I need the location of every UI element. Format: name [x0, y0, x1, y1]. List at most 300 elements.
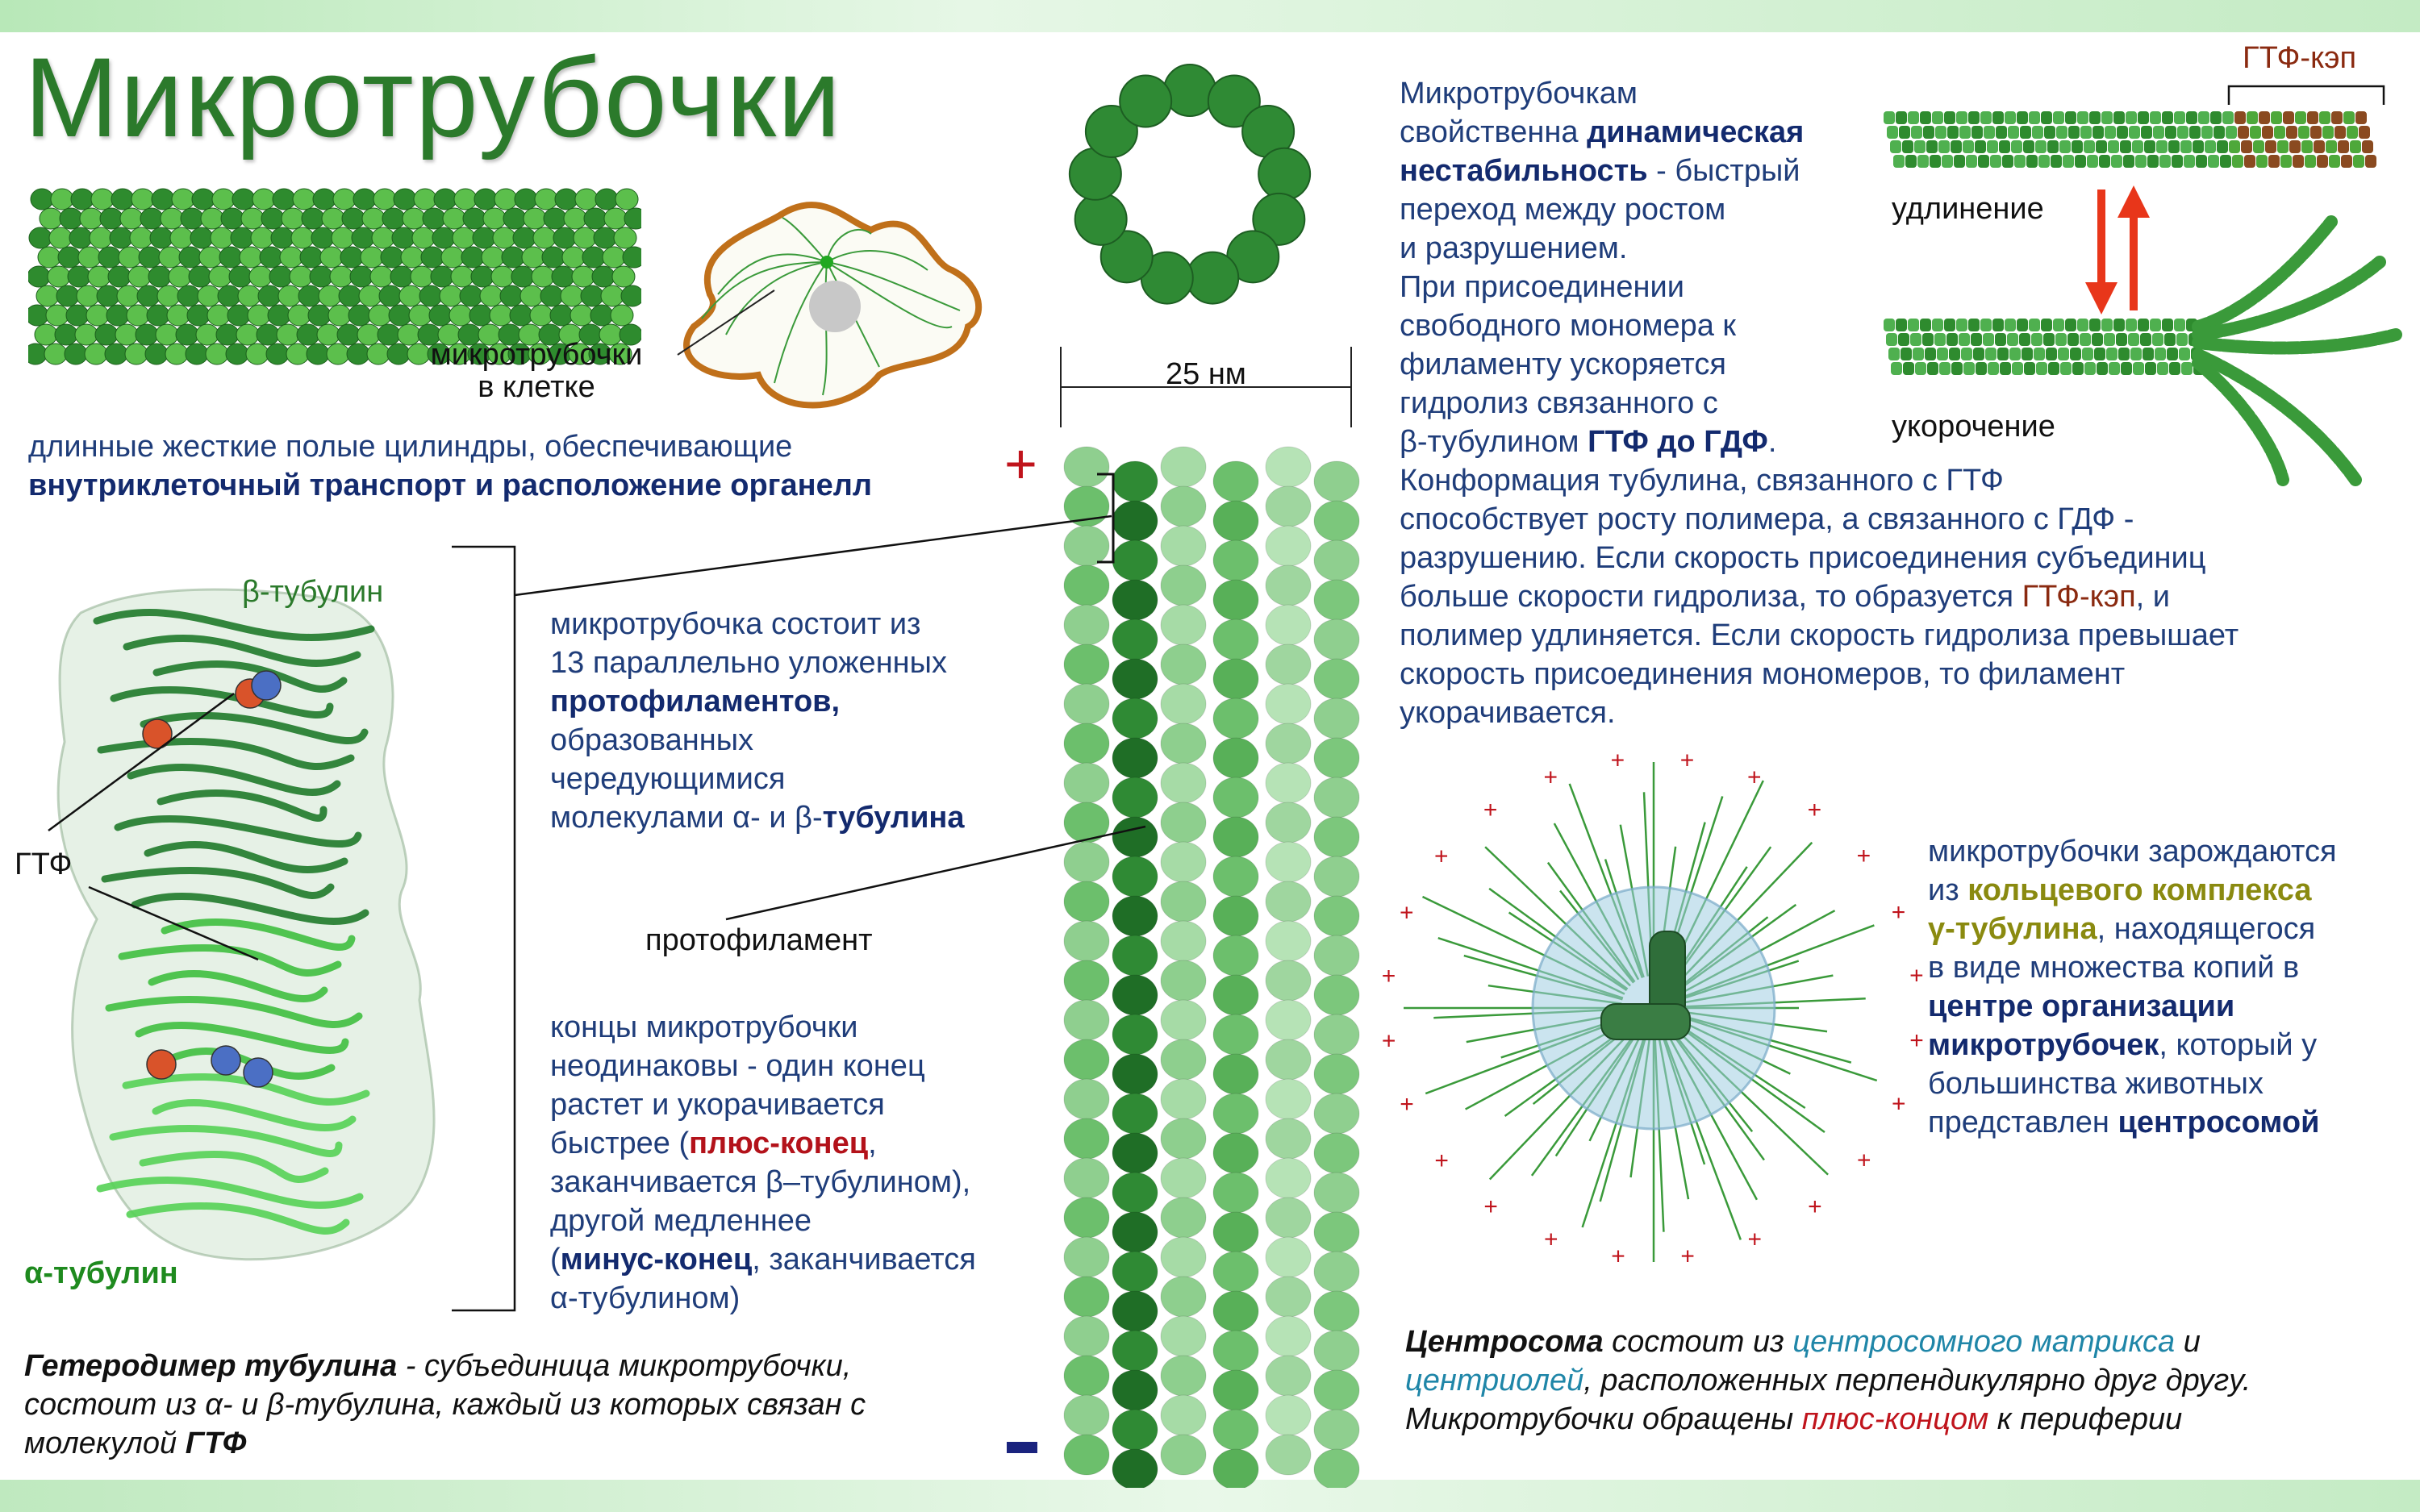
tubulin-subunit: [2099, 155, 2110, 168]
text-run: кольцевого комплекса: [1967, 873, 2312, 907]
tubulin-subunit: [2034, 348, 2045, 360]
dyn-line: разрушению. Если скорость присоединения субъединиц: [1400, 541, 2206, 575]
tubulin-subunit: [2053, 111, 2064, 124]
plus-end-mark: +: [1808, 1193, 1822, 1220]
tubulin-subunit: [2106, 348, 2118, 360]
tubulin-subunit: [2053, 319, 2064, 331]
tubulin-subunit: [2031, 333, 2042, 346]
tubulin-subunit: [1999, 140, 2010, 153]
text-run: плюс-концом: [1801, 1402, 1989, 1436]
tubulin-subunit: [2058, 348, 2069, 360]
tubulin-subunit: [1992, 111, 2004, 124]
text-run: ГТФ-кэп: [2022, 580, 2136, 614]
tubulin-subunit: [1896, 111, 1907, 124]
text-run: .: [1767, 425, 1777, 459]
tubulin-subunit: [1902, 140, 1913, 153]
beta-tubulin-label: β-тубулин: [242, 575, 384, 609]
tubulin-subunit: [2108, 140, 2119, 153]
tubulin-subunit: [2241, 140, 2252, 153]
tubulin-subunit: [1980, 111, 1992, 124]
text-run: состоит из: [1603, 1325, 1793, 1359]
structure-line: чередующимися: [550, 762, 786, 796]
text-run: к периферии: [1988, 1402, 2183, 1436]
plus-end-mark: +: [1807, 796, 1822, 823]
tubulin-subunit: [2051, 155, 2062, 168]
peeling-protofilament: [2198, 222, 2331, 327]
tubulin-subunit: [1905, 155, 1917, 168]
tubulin-subunit: [2068, 126, 2080, 139]
text-run: нестабильность: [1400, 154, 1648, 188]
tubulin-subunit: [2150, 319, 2161, 331]
centrosome-line: [1405, 1400, 2405, 1439]
tubulin-subunit: [2220, 155, 2231, 168]
tubulin-subunit: [2089, 111, 2101, 124]
tubulin-subunit: [2347, 126, 2358, 139]
tubulin-subunit: [2060, 362, 2072, 375]
tubulin-subunit: [2118, 348, 2130, 360]
tubulin-subunit: [2286, 126, 2297, 139]
tubulin-subunit: [1898, 333, 1909, 346]
plus-end-mark: +: [1400, 899, 1414, 927]
ends-line: концы микротрубочки: [550, 1010, 858, 1044]
tubulin-subunit: [2355, 111, 2367, 124]
mtoc-line: микротрубочки зарождаются: [1928, 835, 2337, 868]
tubulin-subunit: [2007, 333, 2018, 346]
tubulin-subunit: [2326, 140, 2337, 153]
shortening-microtubule: [1880, 214, 2404, 488]
text-run: молекулами α- и β-: [550, 801, 823, 835]
text-run: Гетеродимер тубулина: [24, 1349, 398, 1383]
heterodimer-text: [24, 1347, 1024, 1463]
tubulin-subunit: [2210, 111, 2222, 124]
structure-text: [550, 605, 1050, 837]
tubulin-subunit: [2048, 362, 2059, 375]
mtoc-line: [1928, 910, 2412, 948]
tubulin-subunit: [1938, 140, 1950, 153]
tubulin-subunit: [2041, 319, 2052, 331]
tubulin-subunit: [1961, 348, 1972, 360]
tubulin-subunit: [1932, 319, 1943, 331]
plus-end-mark: +: [1434, 1147, 1449, 1174]
text-run: , расположенных перпендикулярно друг другу.: [1583, 1364, 2251, 1397]
tubulin-subunit: [1951, 362, 1963, 375]
tubulin-subunit: [2101, 111, 2113, 124]
tubulin-subunit: [1997, 348, 2009, 360]
tubulin-subunit: [1893, 155, 1905, 168]
text-run: тубулина: [822, 801, 965, 835]
tubulin-subunit: [2017, 319, 2028, 331]
tubulin-subunit: [1925, 348, 1936, 360]
text-run: представлен: [1928, 1106, 2118, 1139]
tubulin-subunit: [2043, 333, 2055, 346]
tubulin-subunit: [2105, 126, 2116, 139]
protofilament-label: протофиламент: [645, 923, 873, 957]
tubulin-subunit: [2000, 362, 2011, 375]
tubulin-subunit: [2293, 155, 2304, 168]
tubulin-subunit: [2133, 362, 2144, 375]
tubulin-subunit: [2172, 155, 2183, 168]
tubulin-subunit: [2274, 126, 2285, 139]
text-run: Центросома: [1405, 1325, 1604, 1359]
tubulin-subunit: [2317, 155, 2328, 168]
tubulin-subunit: [2109, 362, 2120, 375]
tubulin-subunit: [2177, 126, 2188, 139]
tubulin-subunit: [1976, 362, 1987, 375]
tubulin-subunit: [1926, 140, 1938, 153]
structure-line: образованных: [550, 723, 754, 757]
tubulin-subunit: [1913, 348, 1924, 360]
tubulin-subunit: [2104, 333, 2115, 346]
tubulin-subunit: [2029, 319, 2040, 331]
dyn-line: свободного мономера к: [1400, 309, 1737, 343]
tubulin-subunit: [2181, 362, 2193, 375]
tubulin-subunit: [1903, 362, 1914, 375]
tubulin-subunit: [2084, 140, 2095, 153]
tubulin-subunit: [1951, 140, 1962, 153]
tubulin-subunit: [1954, 155, 1965, 168]
tubulin-subunit: [2026, 155, 2038, 168]
ends-line: неодинаковы - один конец: [550, 1049, 925, 1083]
text-run: больше скорости гидролиза, то образуется: [1400, 580, 2022, 614]
tubulin-subunit: [1968, 319, 1980, 331]
tubulin-subunit: [2144, 140, 2155, 153]
centrosome-line: [1405, 1322, 2405, 1361]
tubulin-subunit: [2084, 362, 2096, 375]
plus-end-label: +: [1004, 432, 1037, 495]
tubulin-subunit: [2155, 348, 2166, 360]
dyn-line: [1400, 577, 2408, 616]
tubulin-subunit: [1891, 362, 1902, 375]
structure-line: протофиламентов,: [550, 685, 841, 719]
plus-end-mark: +: [1679, 747, 1695, 774]
tubulin-subunit: [2022, 348, 2033, 360]
tubulin-subunit: [2024, 362, 2035, 375]
text-run: микротрубочек: [1928, 1028, 2159, 1062]
tubulin-subunit: [2213, 126, 2225, 139]
tubulin-subunit: [1896, 319, 1907, 331]
tubulin-subunit: [2176, 333, 2188, 346]
tubulin-subunit: [2365, 155, 2376, 168]
tubulin-subunit: [1992, 319, 2004, 331]
text-run: ГТФ: [185, 1427, 247, 1460]
mtoc-line: в виде множества копий в: [1928, 951, 2300, 985]
tubulin-subunit: [2120, 140, 2131, 153]
text-run: центросомой: [2118, 1106, 2320, 1139]
text-run: , который у: [2159, 1028, 2318, 1062]
tubulin-subunit: [2334, 126, 2346, 139]
tubulin-subunit: [2129, 126, 2140, 139]
gtp-cap-label: ГТФ-кэп: [2243, 41, 2357, 75]
dyn-line: Конформация тубулина, связанного с ГТФ: [1400, 464, 2004, 498]
alpha-tubulin-label: α-тубулин: [24, 1256, 178, 1290]
tubulin-subunit: [1901, 348, 1912, 360]
tubulin-subunit: [2121, 362, 2132, 375]
tubulin-subunit: [2041, 111, 2052, 124]
tubulin-subunit: [2005, 319, 2016, 331]
tubulin-subunit: [2080, 333, 2091, 346]
tubulin-subunit: [1963, 140, 1974, 153]
text-run: свойственна: [1400, 115, 1588, 149]
tubulin-subunit: [2277, 140, 2289, 153]
tubulin-subunit: [2047, 140, 2059, 153]
plus-end-mark: +: [1434, 843, 1449, 870]
text-run: , находящегося: [2097, 912, 2316, 946]
tubulin-subunit: [2094, 348, 2105, 360]
tubulin-subunit: [2097, 362, 2108, 375]
text-run: , и: [2135, 580, 2171, 614]
tubulin-subunit: [2055, 333, 2067, 346]
tubulin-subunit: [2011, 140, 2022, 153]
tubulin-subunit: [2244, 155, 2255, 168]
tubulin-subunit: [2123, 155, 2134, 168]
tubulin-subunit: [2164, 333, 2176, 346]
tubulin-subunit: [2080, 126, 2092, 139]
tubulin-subunit: [2262, 126, 2273, 139]
peeling-protofilament: [2198, 335, 2396, 348]
tubulin-subunit: [2046, 348, 2057, 360]
tubulin-subunit: [2153, 126, 2164, 139]
tubulin-subunit: [2150, 111, 2161, 124]
tubulin-subunit: [2092, 333, 2103, 346]
tubulin-subunit: [2008, 126, 2019, 139]
shortening-label: укорочение: [1892, 410, 2055, 444]
plus-end-mark: +: [1483, 797, 1498, 824]
tubulin-subunit: [2189, 126, 2201, 139]
structure-line: [550, 798, 1050, 837]
tubulin-subunit: [2247, 111, 2258, 124]
tubulin-subunit: [2138, 111, 2149, 124]
mtoc-line: [1928, 1026, 2412, 1064]
tubulin-subunit: [2143, 348, 2154, 360]
tubulin-subunit: [1956, 111, 1967, 124]
tubulin-subunit: [2167, 348, 2178, 360]
tubulin-subunit: [2256, 155, 2268, 168]
tubulin-subunit: [2179, 348, 2190, 360]
text-run: ГТФ до ГДФ: [1588, 425, 1768, 459]
tubulin-subunit: [2208, 155, 2219, 168]
tubulin-subunit: [2338, 140, 2349, 153]
heterodimer-line: состоит из α- и β-тубулина, каждый из которых связан с: [24, 1388, 866, 1422]
tubulin-subunit: [1971, 126, 1983, 139]
tubulin-subunit: [2169, 362, 2180, 375]
tubulin-subunit: [2096, 140, 2107, 153]
ends-line: растет и укорачивается: [550, 1088, 885, 1122]
tubulin-subunit: [2305, 155, 2316, 168]
dyn-line: полимер удлиняется. Если скорость гидролиза превышает: [1400, 619, 2239, 652]
mtoc-line: большинства животных: [1928, 1067, 2264, 1101]
tubulin-subunit: [2295, 111, 2306, 124]
centriole: [1601, 1004, 1690, 1039]
tubulin-subunit: [1927, 362, 1938, 375]
tubulin-subunit: [2307, 111, 2318, 124]
tubulin-subunit: [1888, 348, 1900, 360]
tubulin-subunit: [2044, 126, 2055, 139]
tubulin-subunit: [2234, 111, 2246, 124]
tubulin-subunit: [2038, 155, 2050, 168]
tubulin-subunit: [1937, 348, 1948, 360]
tubulin-subunit: [2250, 126, 2261, 139]
tubulin-subunit: [2253, 140, 2264, 153]
tubulin-subunit: [2265, 140, 2276, 153]
tubulin-subunit: [2075, 155, 2086, 168]
dyn-line: и разрушением.: [1400, 231, 1628, 265]
tubulin-subunit: [2012, 362, 2023, 375]
tubulin-subunit: [2036, 362, 2047, 375]
plus-end-mark: +: [1680, 1243, 1695, 1270]
dyn-line: гидролиз связанного с: [1400, 386, 1718, 420]
tubulin-subunit: [1939, 362, 1951, 375]
tubulin-subunit: [2113, 111, 2125, 124]
tubulin-subunit: [2301, 140, 2313, 153]
text-run: центриолей: [1405, 1364, 1584, 1397]
tubulin-subunit: [1985, 348, 1996, 360]
plus-end-mark: +: [1891, 1090, 1906, 1118]
tubulin-subunit: [2063, 155, 2074, 168]
tubulin-subunit: [2152, 333, 2163, 346]
tubulin-subunit: [2020, 126, 2031, 139]
tubulin-subunit: [2198, 111, 2209, 124]
tubulin-subunit: [2217, 140, 2228, 153]
tubulin-subunit: [2229, 140, 2240, 153]
mtoc-line: [1928, 871, 2412, 910]
tubulin-subunit: [2117, 126, 2128, 139]
tubulin-subunit: [1932, 111, 1943, 124]
tubulin-subunit: [2065, 319, 2076, 331]
tubulin-subunit: [1973, 348, 1984, 360]
tubulin-subunit: [1959, 333, 1970, 346]
tubulin-subunit: [2180, 140, 2192, 153]
tubulin-subunit: [2280, 155, 2292, 168]
tubulin-subunit: [2072, 140, 2083, 153]
ends-line: [550, 1124, 1066, 1163]
tubulin-subunit: [1946, 333, 1958, 346]
tubulin-subunit: [1971, 333, 1982, 346]
elongation-label: удлинение: [1892, 192, 2044, 226]
tubulin-subunit: [2331, 111, 2343, 124]
tubulin-subunit: [2101, 319, 2113, 331]
tubulin-subunit: [2222, 111, 2234, 124]
tubulin-subunit: [2259, 111, 2270, 124]
tubulin-subunit: [2196, 155, 2207, 168]
tubulin-subunit: [1899, 126, 1910, 139]
text-run: из: [1928, 873, 1968, 907]
tubulin-subunit: [2111, 155, 2122, 168]
tubulin-subunit: [2186, 111, 2197, 124]
gtp-cap-bracket: [2226, 77, 2388, 109]
tubulin-subunit: [1908, 319, 1919, 331]
tubulin-subunit: [2077, 319, 2088, 331]
tubulin-subunit: [2141, 126, 2152, 139]
tubulin-subunit: [2184, 155, 2195, 168]
heterodimer-line: [24, 1424, 1024, 1463]
tubulin-subunit: [2072, 362, 2084, 375]
tubulin-subunit: [2140, 333, 2151, 346]
tubulin-subunit: [2162, 319, 2173, 331]
tubulin-subunit: [2070, 348, 2081, 360]
dyn-line: При присоединении: [1400, 270, 1684, 304]
elongation-microtubule: [1880, 105, 2380, 177]
description-line-1: длинные жесткие полые цилиндры, обеспечивающие: [28, 430, 793, 464]
ends-text: [550, 1008, 1066, 1318]
tubulin-subunit: [2089, 319, 2101, 331]
tubulin-subunit: [1884, 111, 1895, 124]
tubulin-subunit: [1935, 126, 1946, 139]
tubulin-subunit: [2350, 140, 2361, 153]
tubulin-subunit: [2329, 155, 2340, 168]
tubulin-subunit: [2268, 155, 2280, 168]
tubulin-subunit: [1887, 126, 1898, 139]
tubulin-subunit: [2005, 111, 2016, 124]
tubulin-subunit: [1890, 140, 1901, 153]
dyn-line: Микротрубочкам: [1400, 77, 1638, 110]
ends-line: другой медленнее: [550, 1204, 812, 1238]
tubulin-subunit: [1942, 155, 1953, 168]
tubulin-subunit: [2009, 348, 2021, 360]
tubulin-subunit: [2168, 140, 2180, 153]
plus-end-mark: +: [1381, 1027, 1396, 1055]
tubulin-subunit: [2205, 140, 2216, 153]
ends-line: α-тубулином): [550, 1281, 741, 1315]
plus-end-mark: +: [1856, 1147, 1871, 1174]
structure-line: микротрубочка состоит из: [550, 607, 921, 641]
dyn-line: укорачивается.: [1400, 696, 1616, 730]
tubulin-subunit: [1983, 333, 1994, 346]
tubulin-subunit: [1975, 140, 1986, 153]
tubulin-subunit: [1963, 362, 1975, 375]
dyn-line: способствует росту полимера, а связанного с ГДФ -: [1400, 502, 2134, 536]
tubulin-subunit: [2116, 333, 2127, 346]
tubulin-subunit: [2157, 362, 2168, 375]
cell-label: микротрубочки в клетке: [430, 338, 643, 404]
plus-end-mark: +: [1400, 1090, 1414, 1118]
plus-end-mark: +: [1856, 843, 1871, 870]
tubulin-subunit: [2162, 111, 2173, 124]
plus-end-mark: +: [1543, 1226, 1558, 1253]
tubulin-subunit: [2322, 126, 2334, 139]
text-run: - субъединица микротрубочки,: [397, 1349, 852, 1383]
tubulin-subunit: [2362, 140, 2373, 153]
tubulin-subunit: [1886, 333, 1897, 346]
heterodimer-line: [24, 1347, 1024, 1385]
tubulin-subunit: [1884, 319, 1895, 331]
width-label: 25 нм: [1166, 357, 1246, 391]
tubulin-subunit: [2174, 111, 2185, 124]
dyn-line: филаменту ускоряется: [1400, 348, 1726, 381]
tubulin-subunit: [1934, 333, 1946, 346]
text-run: γ-тубулина: [1928, 912, 2097, 946]
tubulin-subunit: [2238, 126, 2249, 139]
tubulin-subunit: [2353, 155, 2364, 168]
text-run: (: [550, 1243, 561, 1277]
tubulin-subunit: [2298, 126, 2309, 139]
text-run: β-тубулином: [1400, 425, 1588, 459]
tubulin-subunit: [1920, 319, 1931, 331]
tubulin-subunit: [1914, 140, 1926, 153]
text-run: - быстрый: [1647, 154, 1800, 188]
dyn-line: скорость присоединения мономеров, то филамент: [1400, 657, 2126, 691]
tubulin-subunit: [1995, 333, 2006, 346]
tubulin-subunit: [1915, 362, 1926, 375]
plus-end-mark: +: [1747, 1226, 1763, 1253]
tubulin-subunit: [2271, 111, 2282, 124]
tubulin-subunit: [2343, 111, 2355, 124]
text-run: центросомного матрикса: [1792, 1325, 2176, 1359]
text-run: плюс-конец: [689, 1127, 869, 1160]
plus-end-mark: +: [1483, 1193, 1498, 1221]
text-run: Микротрубочки обращены: [1405, 1402, 1802, 1436]
tubulin-subunit: [2283, 111, 2294, 124]
tubulin-subunit: [2135, 155, 2147, 168]
